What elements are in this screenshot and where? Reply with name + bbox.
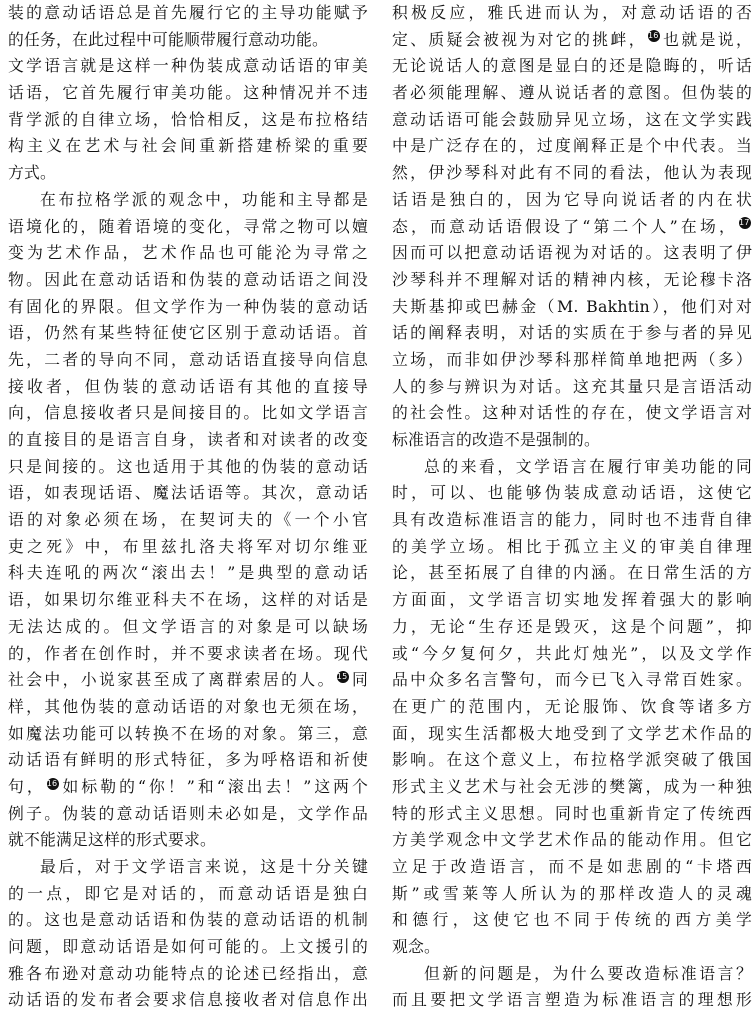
line-text: 构主义在艺术与社会间重新搭建桥梁的重要: [8, 136, 368, 156]
text-line: [8, 534, 368, 561]
line-text: 的美学立场。相比于孤立主义的审美自律理: [392, 536, 752, 556]
line-text: 态，而意动话语假设了“第二个人”在场，: [392, 216, 738, 236]
text-line: [8, 214, 368, 241]
text-line: [8, 587, 368, 614]
text-line: [392, 347, 752, 374]
line-text: 只是间接的。这也适用于其他的伪装的意动话: [8, 456, 368, 476]
line-text: 接收者，但伪装的意动话语有其他的直接导: [8, 376, 368, 396]
text-line: [8, 160, 368, 187]
text-line: [8, 881, 368, 908]
text-line: [392, 160, 752, 187]
line-text: 话语，它首先履行审美功能。这种情况并不违: [8, 83, 368, 103]
text-line: [8, 400, 368, 427]
line-text: 先，二者的导向不同，意动话语直接导向信息: [8, 349, 368, 369]
text-line: [392, 987, 752, 1014]
text-line: [392, 667, 752, 694]
text-line: [392, 374, 752, 401]
text-line: [392, 587, 752, 614]
text-line: [8, 747, 368, 774]
line-text: 的。这也是意动话语和伪装的意动话语的机制: [8, 910, 368, 930]
text-line: [8, 133, 368, 160]
line-text: 背学派的自律立场，恰恰相反，这是布拉格结: [8, 109, 368, 129]
text-line: [392, 480, 752, 507]
line-text: 论，甚至拓展了自律的内涵。在日常生活的方: [392, 563, 752, 583]
text-line: [392, 881, 752, 908]
text-line: [8, 694, 368, 721]
line-text: 立场，而非如伊沙琴科那样简单地把两（多）: [392, 349, 752, 369]
text-line: [8, 320, 368, 347]
line-text: 和德行，这使它也不同于传统的西方美学: [392, 910, 752, 930]
footnote-marker[interactable]: 16: [46, 778, 58, 788]
line-text: 物。因此在意动话语和伪装的意动话语之间没: [8, 269, 368, 289]
line-text: 最后，对于文学语言来说，这是十分关键: [40, 857, 368, 876]
text-line: [392, 694, 752, 721]
line-text: 而且要把文学语言塑造为标准语言的理想形: [392, 990, 752, 1010]
line-text: 积极反应，雅氏进而认为，对意动话语的否: [392, 3, 752, 22]
text-line: [8, 187, 368, 214]
text-line: [8, 987, 368, 1014]
line-text: 影响。在这个意义上，布拉格学派突破了俄国: [392, 750, 752, 770]
line-text: 文学语言就是这样一种伪装成意动话语的审美: [8, 56, 368, 76]
line-text-tail: 也就是说，: [660, 29, 752, 49]
text-line: [392, 427, 752, 454]
text-line: [392, 294, 752, 321]
line-text: 面，现实生活都极大地受到了文学艺术作品的: [392, 723, 752, 743]
text-line: [392, 774, 752, 801]
line-text: 特的形式主义思想。同时也重新肯定了传统西: [392, 803, 752, 823]
line-text: 的任务，在此过程中可能顺带履行意动功能。: [8, 29, 328, 49]
line-text-tail: 如标勒的“你！”和“滚出去！”这两个: [59, 776, 368, 796]
text-line: [392, 267, 752, 294]
line-text: 因而可以把意动话语视为对话的。这表明了伊: [392, 243, 752, 263]
text-line: [8, 507, 368, 534]
text-line: [392, 27, 752, 54]
line-text: 语境化的，随着语境的变化，寻常之物可以嬗: [8, 216, 368, 236]
line-text: 定、质疑会被视为对它的挑衅，: [392, 29, 647, 49]
text-line: [392, 614, 752, 641]
text-line: [392, 827, 752, 854]
text-line: [392, 641, 752, 668]
footnote-marker[interactable]: 16: [647, 31, 659, 41]
line-text: 动话语有鲜明的形式特征，多为呼格语和祈使: [8, 750, 368, 770]
line-text: 中是广泛存在的，过度阐释正是个中代表。当: [392, 136, 752, 156]
line-text: 的社会性。这种对话性的存在，使文学语言对: [392, 403, 752, 423]
line-text: 者必须能理解、遵从说话者的意图。但伪装的: [392, 83, 752, 103]
line-text: 装的意动话语总是首先履行它的主导功能赋予: [8, 3, 368, 22]
text-line: [392, 454, 752, 481]
line-text: 句，: [8, 776, 46, 796]
line-text: 的，作者在创作时，并不要求读者在场。现代: [8, 643, 368, 663]
text-line: [8, 454, 368, 481]
text-line: [392, 214, 752, 241]
text-line: [8, 827, 368, 854]
text-line: [392, 400, 752, 427]
line-text: 动话语的发布者会要求信息接收者对信息作出: [8, 990, 368, 1010]
line-text: 品中众多名言警句，而今已飞入寻常百姓家。: [392, 670, 752, 690]
text-line: [8, 107, 368, 134]
text-line: [8, 934, 368, 961]
line-text: 意动话语可能会鼓励异见立场，这在文学实践: [392, 109, 752, 129]
line-text-tail: 同: [349, 670, 368, 690]
line-text: 语的对象必须在场，在契诃夫的《一个小官: [8, 510, 368, 530]
text-line: [392, 507, 752, 534]
text-line: [8, 27, 368, 54]
text-line: [8, 641, 368, 668]
line-text: 话语是独白的，因为它导向说话者的内在状: [392, 189, 752, 209]
text-line: [8, 347, 368, 374]
text-line: [8, 374, 368, 401]
line-text: 总的来看，文学语言在履行审美功能的同: [424, 456, 752, 476]
text-line: [8, 294, 368, 321]
text-line: [392, 854, 752, 881]
text-line: [8, 721, 368, 748]
line-text: 有固化的界限。但文学作为一种伪装的意动话: [8, 296, 368, 316]
line-text: 变为艺术作品，艺术作品也可能沦为寻常之: [8, 243, 368, 263]
line-text: 社会中，小说家甚至成了离群索居的人。: [8, 670, 336, 690]
line-text: 样，其他伪装的意动话语的对象也无须在场，: [8, 696, 368, 716]
line-text: 雅各布逊对意动功能特点的论述已经指出，意: [8, 963, 368, 983]
line-text: 人的参与辨识为对话。这充其量只是言语活动: [392, 376, 752, 396]
line-text: 语，如表现话语、魔法话语等。其次，意动话: [8, 483, 368, 503]
line-text: 力，无论“生存还是毁灭，这是个问题”，抑: [392, 616, 752, 636]
text-line: [392, 0, 752, 27]
line-text: 语，仍然有某些特征使它区别于意动话语。首: [8, 323, 368, 343]
line-text: 时，可以、也能够伪装成意动话语，这使它: [392, 483, 752, 503]
text-line: [392, 907, 752, 934]
text-line: [8, 480, 368, 507]
text-line: [392, 534, 752, 561]
text-line: [392, 961, 752, 988]
left-text-column: [8, 0, 368, 1010]
text-line: [8, 427, 368, 454]
text-line: [8, 801, 368, 828]
footnote-marker[interactable]: 15: [336, 671, 348, 681]
line-text: 就不能满足这样的形式要求。: [8, 830, 216, 850]
line-text: 形式主义艺术与社会无涉的樊篱，成为一种独: [392, 776, 752, 796]
text-line: [392, 133, 752, 160]
line-text: 立足于改造语言，而不是如悲剧的“卡塔西: [392, 857, 752, 876]
line-text: 沙琴科并不理解对话的精神内核，无论穆卡洛: [392, 269, 752, 289]
text-line: [392, 560, 752, 587]
line-text: 向，信息接收者只是间接目的。比如文学语言: [8, 403, 368, 423]
text-line: [392, 187, 752, 214]
text-line: [8, 80, 368, 107]
line-text: 观念。: [392, 937, 440, 957]
line-text: 语，如果切尔维亚科夫不在场，这样的对话是: [8, 590, 368, 610]
text-line: [8, 53, 368, 80]
text-line: [8, 774, 368, 801]
line-text: 的直接目的是语言自身，读者和对读者的改变: [8, 430, 368, 449]
line-text: 方式。: [8, 163, 56, 183]
line-text: 吏之死》中，布里兹扎洛夫将军对切尔维亚: [8, 536, 368, 556]
line-text: 例子。伪装的意动话语则未必如是，文学作品: [8, 803, 368, 823]
text-line: [8, 961, 368, 988]
line-text: 问题，即意动话语是如何可能的。上文援引的: [8, 937, 368, 957]
line-text: 在更广的范围内，无论服饰、饮食等诸多方: [392, 696, 752, 716]
text-line: [392, 934, 752, 961]
text-line: [392, 320, 752, 347]
line-text: 方面面，文学语言切实地发挥着强大的影响: [392, 590, 752, 610]
text-line: [392, 801, 752, 828]
text-line: [392, 80, 752, 107]
line-text: 或“今夕复何夕，共此灯烛光”，以及文学作: [392, 643, 752, 663]
text-line: [8, 854, 368, 881]
text-line: [8, 907, 368, 934]
line-text: 斯”或雪莱等人所认为的那样改造人的灵魂: [392, 883, 752, 903]
line-text: 如魔法功能可以转换不在场的对象。第三，意: [8, 723, 368, 743]
line-text: 然，伊沙琴科对此有不同的看法，他认为表现: [392, 163, 752, 183]
text-line: [8, 614, 368, 641]
line-text: 但新的问题是，为什么要改造标准语言？: [424, 963, 752, 983]
footnote-marker[interactable]: 17: [739, 218, 750, 228]
line-text: 的一点，即它是对话的，而意动话语是独白: [8, 883, 368, 903]
right-text-column: [392, 0, 752, 1010]
text-line: [8, 560, 368, 587]
line-text: 话的阐释表明，对话的实质在于参与者的异见: [392, 323, 752, 343]
text-line: [392, 53, 752, 80]
line-text: 无论说话人的意图是显白的还是隐晦的，听话: [392, 56, 752, 76]
line-text: 方美学观念中文学艺术作品的能动作用。但它: [392, 830, 752, 850]
text-line: [8, 267, 368, 294]
line-text: 夫斯基抑或巴赫金（M. Bakhtin），他们对对: [392, 296, 752, 316]
text-line: [392, 107, 752, 134]
line-text: 科夫连吼的两次“滚出去！”是典型的意动话: [8, 563, 368, 583]
line-text: 无法达成的。但文学语言的对象是可以缺场: [8, 616, 368, 636]
text-line: [8, 667, 368, 694]
line-text: 在布拉格学派的观念中，功能和主导都是: [40, 189, 368, 209]
text-line: [8, 0, 368, 27]
line-text: 标准语言的改造不是强制的。: [392, 430, 600, 449]
text-line: [392, 240, 752, 267]
text-line: [8, 240, 368, 267]
text-line: [392, 721, 752, 748]
line-text: 具有改造标准语言的能力，同时也不违背自律: [392, 510, 752, 530]
text-line: [392, 747, 752, 774]
